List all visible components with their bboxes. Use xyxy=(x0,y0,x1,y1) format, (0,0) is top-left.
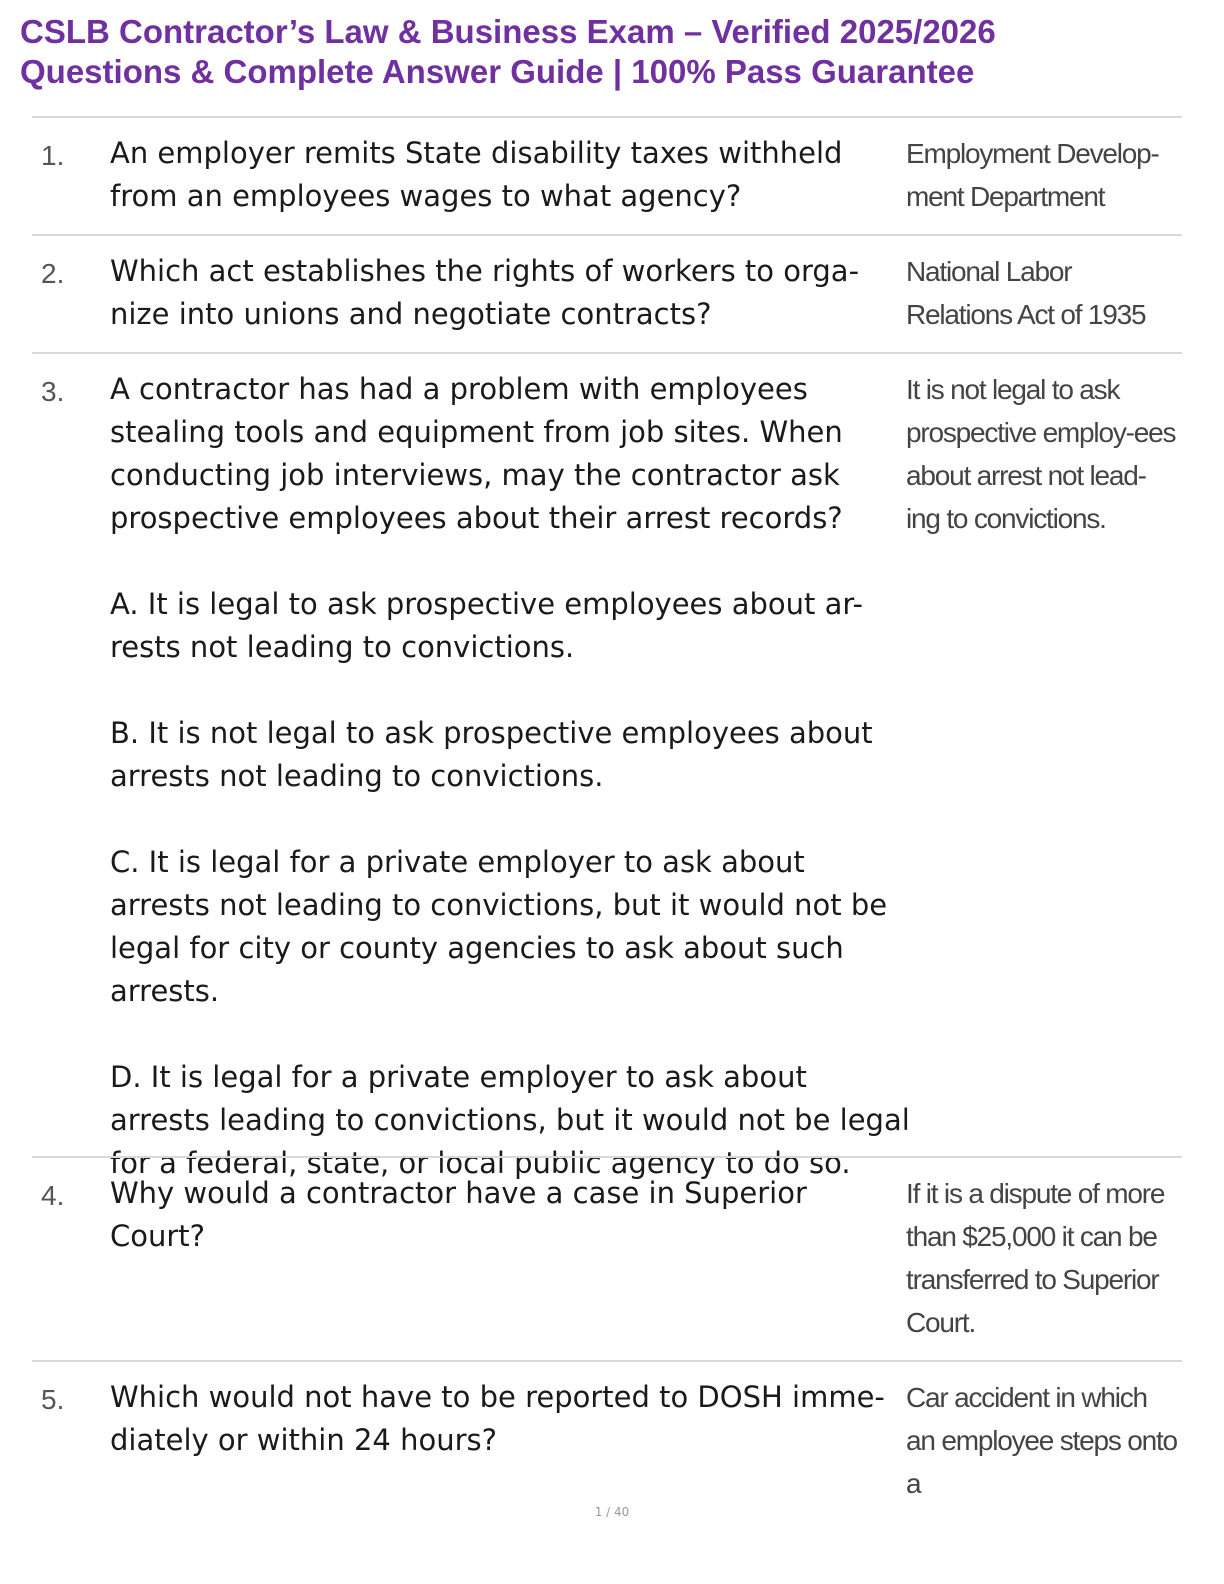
option-c: C. It is legal for a private employer to ask about arrests not leading to convictions, but it would not be legal for city or county agencies to ask about such arrests. xyxy=(110,845,888,1008)
question-number: 5. xyxy=(41,1384,65,1415)
question-text: Why would a contractor have a case in Superior Court? xyxy=(110,1176,807,1253)
title-line-1: CSLB Contractor’s Law & Business Exam – Verified 2025/2026 xyxy=(20,13,996,50)
question-text: An employer remits State disability taxes withheld from an employees wages to what agency? xyxy=(110,136,843,213)
title-line-2: Questions & Complete Answer Guide | 100% Pass Guarantee xyxy=(20,53,975,90)
question-text: Which act establishes the rights of workers to orga-nize into unions and negotiate contracts? xyxy=(110,254,860,331)
question-number: 1. xyxy=(41,140,65,171)
option-a: A. It is legal to ask prospective employees about ar-rests not leading to convictions. xyxy=(110,587,863,664)
answer-text: Car accident in which an employee steps onto a xyxy=(906,1382,1177,1499)
question-stem: A contractor has had a problem with employees stealing tools and equipment from job sites. When conducting job interviews, may the contractor ask prospective employees about their arrest records? xyxy=(110,372,843,535)
question-row-2 xyxy=(32,234,1182,352)
answer-text: It is not legal to ask prospective employ-ees about arrest not lead-ing to convictions. xyxy=(906,374,1176,534)
question-text xyxy=(110,368,910,1185)
question-text: Which would not have to be reported to DOSH imme-diately or within 24 hours? xyxy=(110,1380,885,1457)
question-row-5 xyxy=(32,1360,1182,1499)
question-list xyxy=(32,116,1182,1499)
answer-text: National Labor Relations Act of 1935 xyxy=(906,256,1146,330)
question-number: 4. xyxy=(41,1180,65,1211)
document-title xyxy=(20,12,1200,92)
question-number: 2. xyxy=(41,258,65,289)
option-b: B. It is not legal to ask prospective employees about arrests not leading to convictions. xyxy=(110,716,873,793)
question-row-3 xyxy=(32,352,1182,1180)
question-row-4 xyxy=(32,1156,1182,1360)
question-row-1 xyxy=(32,116,1182,234)
page-indicator: 1 / 40 xyxy=(594,1505,630,1519)
answer-text: If it is a dispute of more than $25,000 it can be transferred to Superior Court. xyxy=(906,1178,1165,1338)
question-number: 3. xyxy=(41,376,65,407)
answer-text: Employment Develop-ment Department xyxy=(906,138,1159,212)
option-d: D. It is legal for a private employer to ask about arrests leading to convictions, but it would not be legal for a federal, state, or local public agency to do so. xyxy=(110,1060,910,1180)
